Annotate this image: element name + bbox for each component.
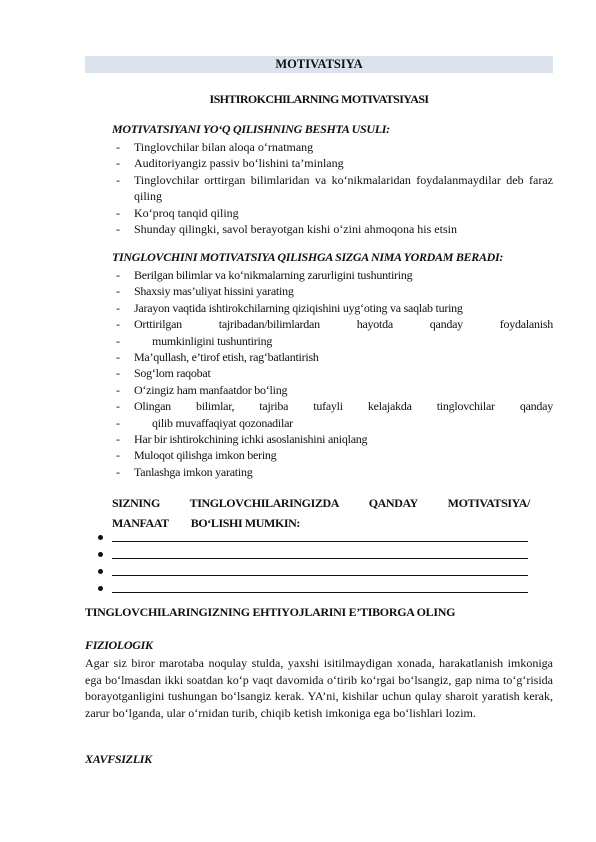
- physiological-heading: FIZIOLOGIK: [85, 638, 153, 652]
- list-item: - Berilgan bilimlar va ko‘nikmalarning zarurligini tushuntiring: [112, 267, 553, 283]
- list-item: - Olingan bilimlar, tajriba tufayli kelajakda tinglovchilar qanday: [112, 398, 553, 414]
- question-word: BO‘LISHI MUMKIN:: [190, 516, 301, 530]
- list-item: - Sog‘lom raqobat: [112, 365, 553, 381]
- list-item: - O‘zingiz ham manfaatdor bo‘ling: [112, 382, 553, 398]
- question-word: SIZNING: [112, 496, 160, 510]
- list-item-continuation: - qilib muvaffaqiyat qozonadilar: [112, 415, 553, 431]
- list-item: - Ko‘proq tanqid qiling: [112, 205, 553, 221]
- list-item: - Shaxsiy mas’uliyat hissini yarating: [112, 283, 553, 299]
- answer-line[interactable]: [98, 530, 530, 547]
- list-item-continuation: - mumkinligini tushuntiring: [112, 333, 553, 349]
- list-item: - Jarayon vaqtida ishtirokchilarning qiziqishini uyg‘oting va saqlab turing: [112, 300, 553, 316]
- page-subtitle: ISHTIROKCHILARNING MOTIVATSIYASI: [209, 92, 429, 106]
- list-item: - Orttirilgan tajribadan/bilimlardan hayotda qanday foydalanish: [112, 316, 553, 332]
- answer-line[interactable]: [98, 581, 530, 598]
- page-title: MOTIVATSIYA: [85, 56, 553, 73]
- list-item: - Tinglovchilar orttirgan bilimlaridan va ko‘nikmalaridan foydalanmaydilar deb faraz qiling: [112, 172, 553, 205]
- question-word: MANFAAT: [112, 516, 169, 530]
- bullet-icon: [98, 552, 103, 557]
- answer-blank-lines: [98, 530, 530, 598]
- list-item: - Har bir ishtirokchining ichki asoslanishini aniqlang: [112, 431, 553, 447]
- section-motivation-help: [112, 250, 553, 480]
- question-word: TINGLOVCHILARINGIZDA: [189, 496, 339, 510]
- motivation-question-heading: [112, 493, 530, 533]
- section-heading: TINGLOVCHINI MOTIVATSIYA QILISHGA SIZGA NIMA YORDAM BERADI:: [112, 250, 504, 264]
- demotivation-list: [112, 139, 553, 237]
- list-item: - Muloqot qilishga imkon bering: [112, 447, 553, 463]
- bullet-icon: [98, 569, 103, 574]
- list-item: - Auditoriyangiz passiv bo‘lishini ta’minlang: [112, 155, 553, 171]
- list-item: - Tinglovchilar bilan aloqa o‘rnatmang: [112, 139, 553, 155]
- section-demotivation: [112, 122, 553, 237]
- motivation-help-list: [112, 267, 553, 480]
- answer-line[interactable]: [98, 564, 530, 581]
- section-heading: MOTIVATSIYANI YO‘Q QILISHNING BESHTA USULI:: [112, 122, 390, 136]
- needs-heading: TINGLOVCHILARINGIZNING EHTIYOJLARINI E’TIBORGA OLING: [85, 605, 456, 619]
- bullet-icon: [98, 535, 103, 540]
- question-word: MOTIVATSIYA/: [447, 496, 530, 510]
- physiological-paragraph: Agar siz biror marotaba noqulay stulda, yaxshi isitilmaydigan xonada, harakatlanish imkoniga ega bo‘lmasdan ikki soatdan ko‘p vaqt davomida o‘tirib ko‘rgai bo‘lsangiz, gap nima to‘g‘risida borayotganligini tushungan bo‘lsangiz kerak. YA’ni, kishilar uchun qulay sharoit yaratish kerak, zarur bo‘lganda, ular o‘rnidan turib, chiqib ketish imkoniga ega bo‘lishlari lozim.: [85, 656, 553, 720]
- bullet-icon: [98, 586, 103, 591]
- list-item: - Ma’qullash, e’tirof etish, rag‘batlantirish: [112, 349, 553, 365]
- question-word: QANDAY: [368, 496, 418, 510]
- list-item: - Shunday qilingki, savol berayotgan kishi o‘zini ahmoqona his etsin: [112, 221, 553, 237]
- answer-line[interactable]: [98, 547, 530, 564]
- list-item: - Tanlashga imkon yarating: [112, 464, 553, 480]
- safety-heading: XAVFSIZLIK: [85, 752, 152, 766]
